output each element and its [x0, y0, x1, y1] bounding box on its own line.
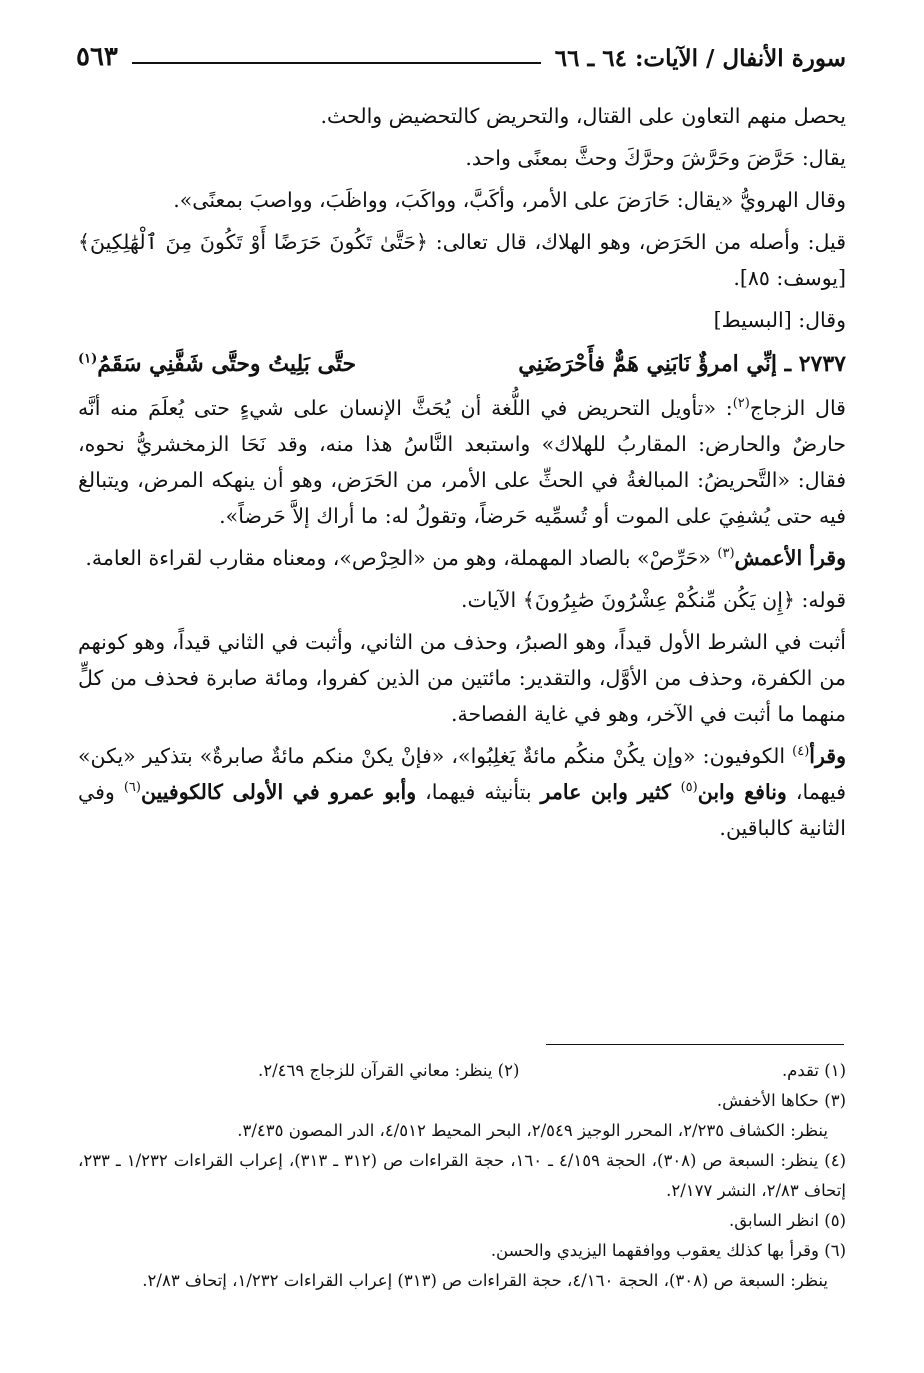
- footnote-4: (٤) ينظر: السبعة ص (٣٠٨)، الحجة ٤/١٥٩ ـ ١٦٠، حجة القراءات ص (٣١٢ ـ ٣١٣)، إعراب القراءات ١/٢٣٢ ـ ٢٣٣، إتحاف ٢/٨٣، النشر ٢/١٧٧.: [78, 1151, 847, 1200]
- page-number: ٥٦٣: [76, 42, 118, 72]
- quran-quote: ﴿إِن يَكُن مِّنكُمْ عِشْرُونَ صَٰبِرُونَ﴾: [522, 588, 795, 612]
- paragraph-4-text: قيل: وأصله من الحَرَض، وهو الهلاك، قال تعالى:: [427, 230, 846, 254]
- paragraph-10-text: الكوفيون: «وإن يكُنْ منكُم مائةٌ يَغلِبُوا»، «فإنْ يكنْ منكم مائةٌ صابرةٌ» بتذكير «يكن» فيهما،: [78, 744, 846, 804]
- paragraph-4: [78, 224, 846, 296]
- poem-first-hemistich: [518, 344, 846, 384]
- paragraph-8: [78, 582, 846, 618]
- footnotes: [78, 1056, 846, 1296]
- main-text: [78, 98, 846, 852]
- paragraph-10: [78, 738, 846, 846]
- reader-name: وقرأ: [809, 744, 846, 768]
- paragraph-9: أثبت في الشرط الأول قيداً، وهو الصبرُ، وحذف من الثاني، وأثبت في الثاني قيداً، وهو كونهم من الكفرة، وحذف من الأوَّل، والتقدير: مائتين من الذين كفروا، ومائة صابرة فحذف من كلٍّ منهما ما أثبت في الآخر، وهو في غاية الفصاحة.: [78, 630, 846, 726]
- footnote-marker: (٢): [732, 396, 750, 412]
- poem-first-text: إنِّي امرؤٌ نَابَنِي هَمٌّ فأَحْرَضَنِي: [518, 351, 777, 377]
- paragraph-10-text: بتأنيثه فيهما،: [416, 780, 541, 804]
- poem-second-hemistich: [78, 344, 356, 384]
- paragraph-7: [78, 540, 846, 576]
- footnote-6-refs: ينظر: السبعة ص (٣٠٨)، الحجة ٤/١٦٠، حجة القراءات ص (٣١٣) إعراب القراءات ١/٢٣٢، إتحاف ٢/٨٣.: [142, 1271, 828, 1290]
- poem-second-text: حتَّى بَلِيتُ وحتَّى شَفَّنِي سَقَمُ: [97, 351, 357, 377]
- footnote-marker: (١): [78, 351, 98, 367]
- quran-quote: ﴿حَتَّىٰ تَكُونَ حَرَضًا أَوْ تَكُونَ مِنَ ٱلْهَٰلِكِينَ﴾: [78, 230, 428, 254]
- footnote-1: (١) تقدم.: [781, 1061, 846, 1080]
- footnote-5: (٥) انظر السابق.: [728, 1211, 846, 1230]
- reader-name: كثير وابن عامر: [540, 780, 681, 804]
- header-rule: [132, 62, 541, 64]
- footnote-marker: (٤): [792, 744, 810, 760]
- paragraph-3: وقال الهرويُّ «يقال: حَارَضَ على الأمر، وأكَبَّ، وواكَبَ، وواظَبَ، وواصبَ بمعنًى».: [173, 188, 846, 212]
- footnote-6: (٦) وقرأ بها كذلك يعقوب ووافقهما اليزيدي والحسن.: [490, 1241, 846, 1260]
- paragraph-7-text: «حَرِّصْ» بالصاد المهملة، وهو من «الحِرْص»، ومعناه مقارب لقراءة العامة.: [85, 546, 718, 570]
- running-header: [76, 32, 846, 72]
- paragraph-6: [78, 390, 846, 534]
- paragraph-6-lead: قال الزجاج: [749, 396, 846, 420]
- quran-reference: [يوسف: ٨٥].: [733, 266, 846, 290]
- reader-name: وقرأ الأعمش: [734, 546, 846, 570]
- footnote-3-refs: ينظر: الكشاف ٢/٢٣٥، المحرر الوجيز ٢/٥٤٩، البحر المحيط ٤/٥١٢، الدر المصون ٣/٤٣٥.: [237, 1121, 828, 1140]
- footnote-2: (٢) ينظر: معاني القرآن للزجاج ٢/٤٦٩.: [258, 1061, 520, 1080]
- footnote-separator: [546, 1044, 844, 1045]
- footnote-row: [78, 1056, 846, 1086]
- footnote-marker: (٥): [680, 780, 698, 796]
- poem-verse: [78, 344, 846, 384]
- footnote-marker: (٣): [717, 546, 735, 562]
- reader-name: وأبو عمرو في الأولى كالكوفيين: [140, 780, 417, 804]
- surah-title: سورة الأنفال / الآيات: ٦٤ ـ ٦٦: [554, 45, 846, 72]
- paragraph-5: وقال: [البسيط]: [713, 308, 846, 332]
- paragraph-2: يقال: حَرَّضَ وحَرَّشَ وحرَّكَ وحثَّ بمعنًى واحد.: [465, 146, 846, 170]
- footnote-3: (٣) حكاها الأخفش.: [716, 1091, 846, 1110]
- paragraph-8-tail: الآيات.: [461, 588, 523, 612]
- reader-name: ونافع وابن: [697, 780, 787, 804]
- paragraph-8-lead: قوله:: [794, 588, 846, 612]
- poem-number: ٢٧٣٧ ـ: [784, 351, 846, 377]
- paragraph-10-text: وفي الثانية كالباقين.: [78, 780, 846, 840]
- footnote-marker: (٦): [123, 780, 141, 796]
- paragraph-6-text: : «تأويل التحريض في اللُّغة أن يُحَثَّ الإنسان على شيءٍ حتى يُعلَمَ منه أنَّه حارضٌ والحارض: المقاربُ للهلاك» واستبعد النَّاسُ هذا منه، وقد نَحَا الزمخشريُّ نحوه، فقال: «التَّحريضُ: المبالغةُ في الحثِّ على الأمر، من الحَرَض، وهو أن ينهكه المرض، ويتبالغ فيه حتى يُشفِيَ على الموت أو تُسمِّيه حَرضاً، وتقولُ له: ما أراك إلاَّ حَرضاً».: [78, 396, 846, 528]
- paragraph-1: يحصل منهم التعاون على القتال، والتحريض كالتحضيض والحث.: [320, 104, 846, 128]
